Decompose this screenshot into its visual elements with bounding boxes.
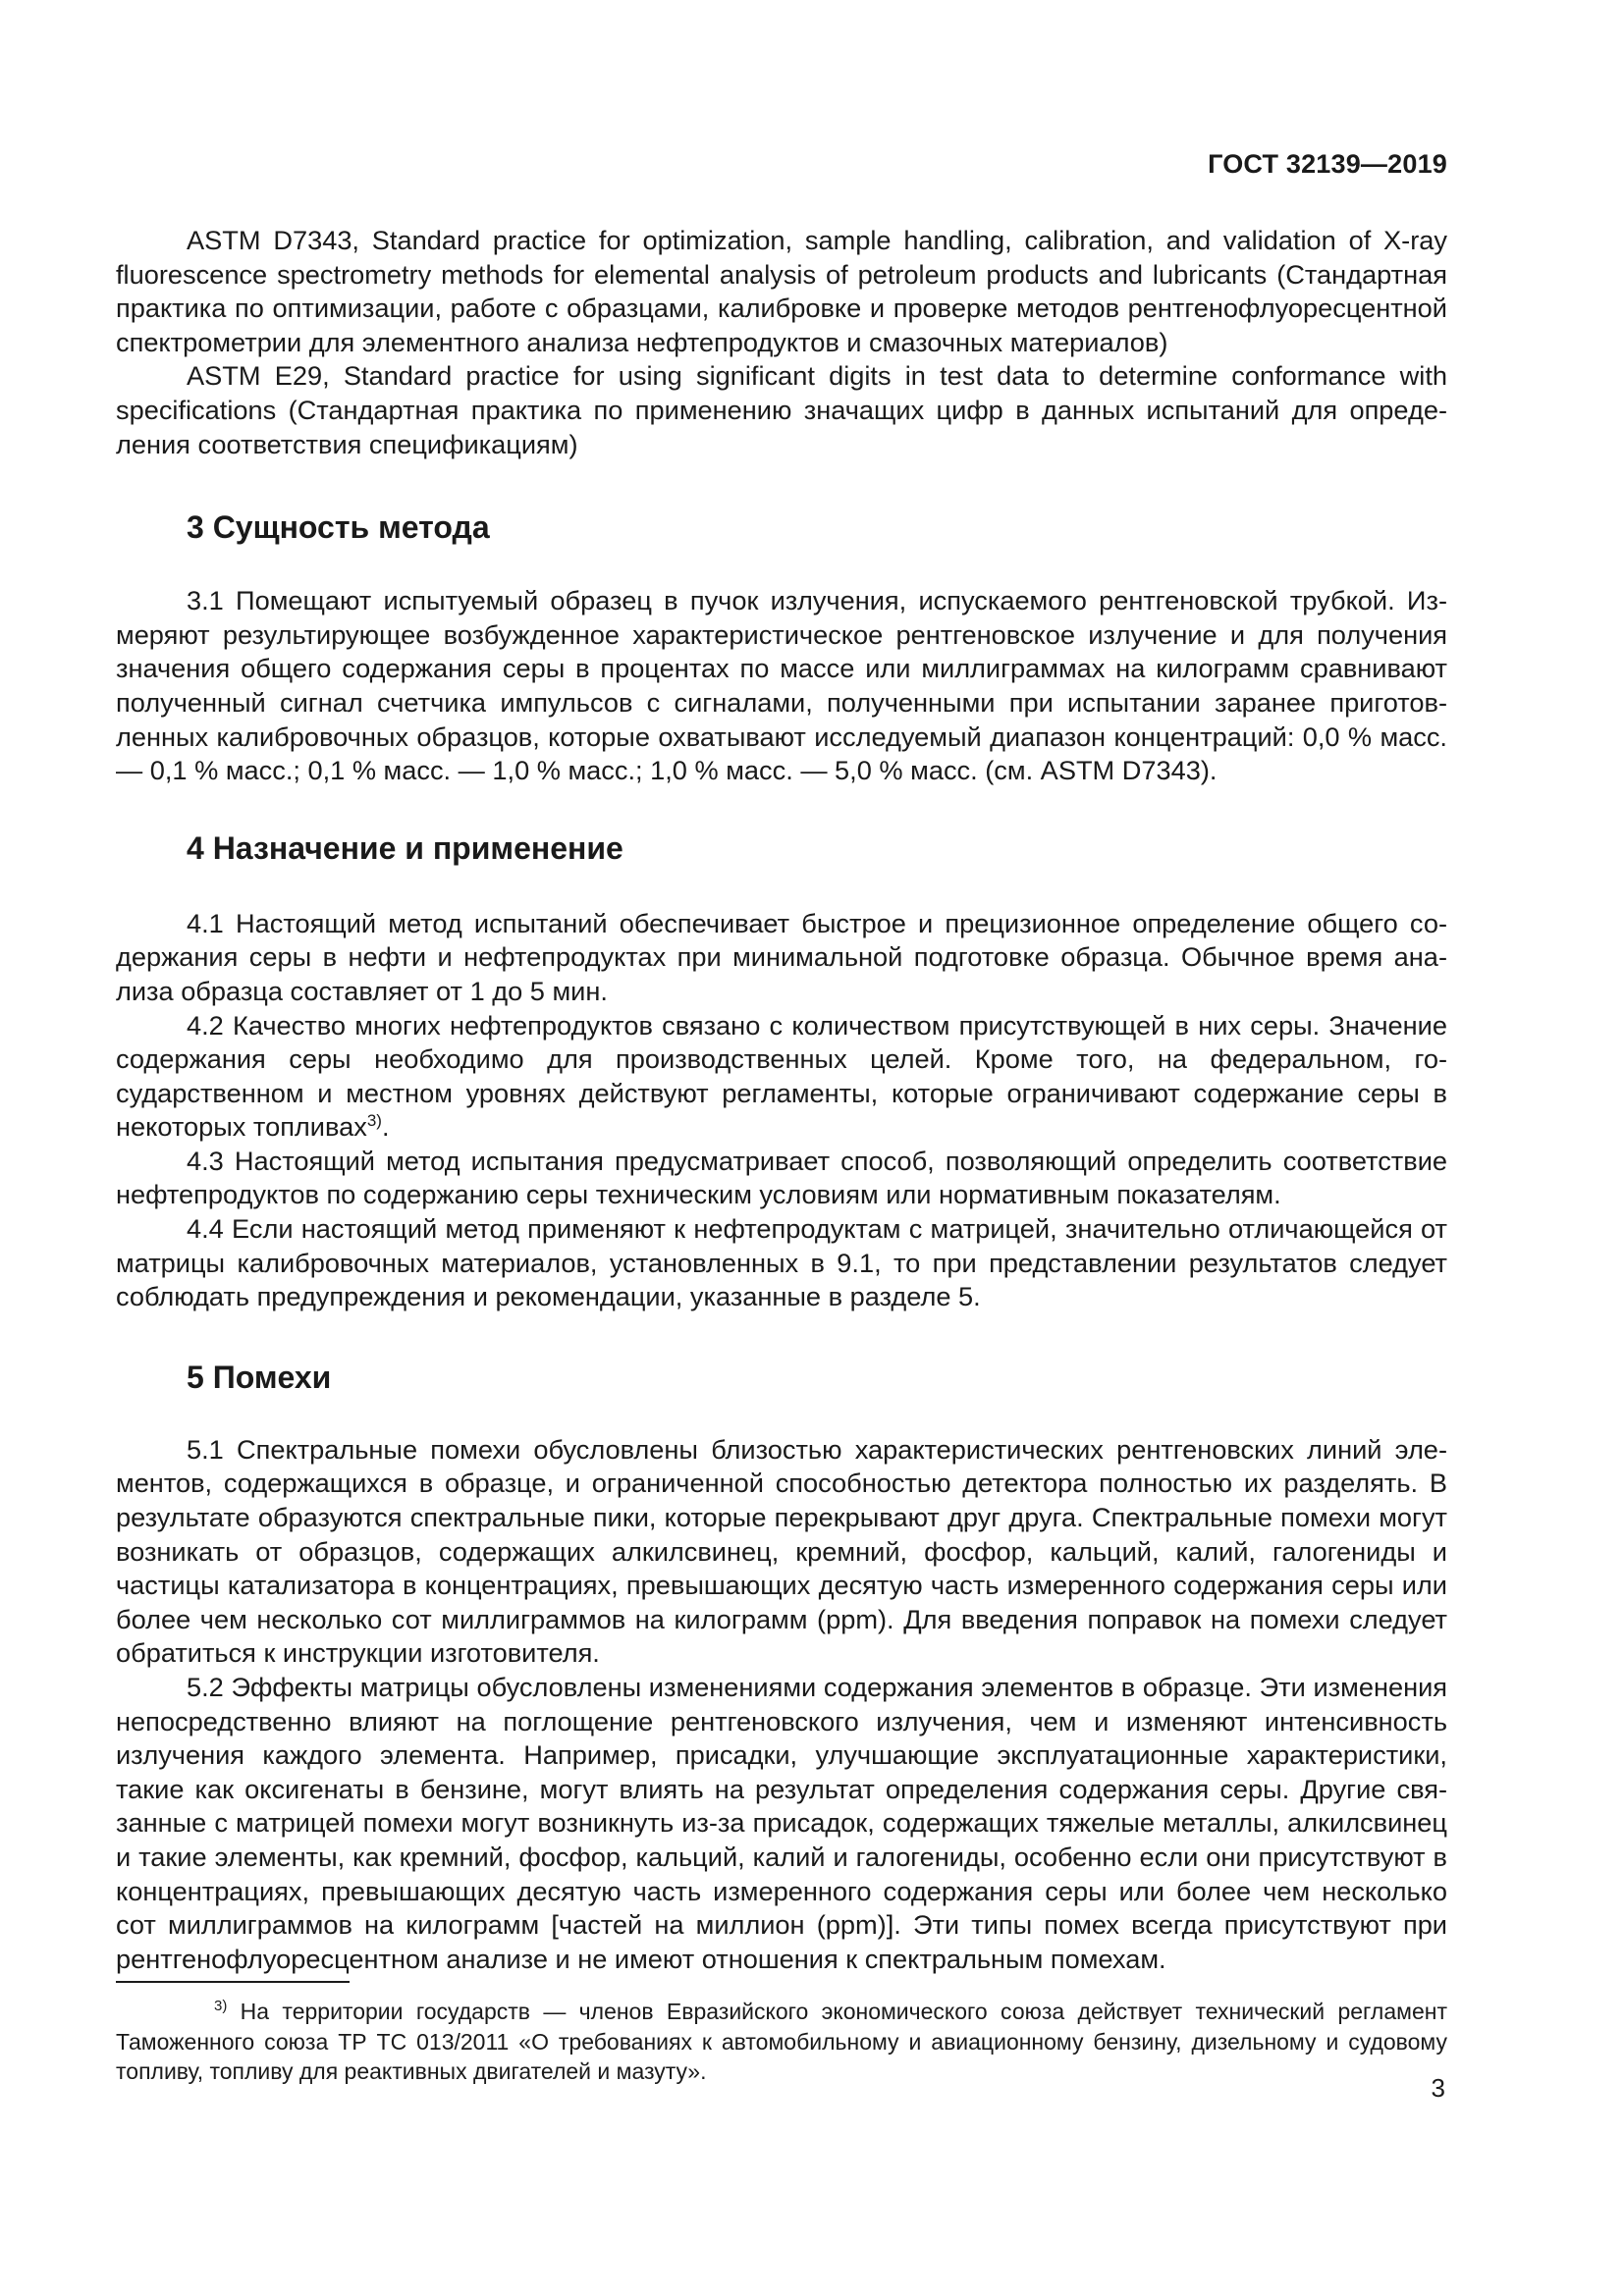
paragraph-4-4: 4.4 Если настоящий метод применяют к нефтепродуктам с матрицей, значительно отличающейся от матрицы калибровочных материалов, установленных в 9.1, то при представлении результатов следует соблюдать предупреждения и рекомендации, указанные в разделе 5. bbox=[116, 1213, 1447, 1312]
footnote-ref-3[interactable]: 3) bbox=[366, 1111, 382, 1131]
reference-astm-e29: ASTM E29, Standard practice for using significant digits in test data to determine conformance with specifications (Стандартная практика по применению значащих цифр в данных испытаний для определения соответствия спецификациям) bbox=[116, 360, 1447, 459]
paragraph-5-2: 5.2 Эффекты матрицы обусловлены изменениями содержания элементов в образце. Эти изменения непосредственно влияют на поглощение рентгеновского излучения, чем и изменяют интенсивность излучения каждого элемента. Например, присадки, улучшающие эксплуатационные характеристики, такие как оксигенаты в бензине, могут влиять на результат определения содержания серы. Другие связанные с матрицей помехи могут возникнуть из-за присадок, содержащих тяжелые металлы, алкилсвинец и такие элементы, как кремний, фосфор, кальций, калий и галогениды, особенно если они присутствуют в концентрациях, превышающих десятую часть измеренного содержания серы или более чем несколько сот миллиграммов на килограмм [частей на миллион (ppm)]. Эти типы помех всегда присутствуют при рентгенофлуоресцентном анализе и не имеют отношения к спектральным помехам. bbox=[116, 1672, 1447, 1974]
paragraph-5-1: 5.1 Спектральные помехи обусловлены близостью характеристических рентгеновских линий элементов, содержащихся в образце, и ограниченной способностью детектора полностью их разделять. В результате образуются спектральные пики, которые перекрывают друг друга. Спектральные помехи могут возникать от образцов, содержащих алкилсвинец, кремний, фосфор, кальций, калий, галогениды и частицы катализатора в концентрациях, превышающих десятую часть измеренного содержания серы или более чем несколько сот миллиграммов на килограмм (ppm). Для введения поправок на помехи следует обратиться к инструкции изготовителя. bbox=[116, 1433, 1447, 1669]
footnote-text: На территории государств — членов Евразийского экономического союза действует технический регламент Таможенного союза ТР ТС 013/2011 «О требованиях к автомобильному и авиационному бензину, дизельному и судовому топливу, топливу для реактивных двигателей и мазуту». bbox=[116, 1999, 1447, 2084]
footnote bbox=[116, 1997, 1447, 2087]
paragraph-4-3: 4.3 Настоящий метод испытания предусматривает способ, позволяющий определить соответствие нефтепродуктов по содержанию серы техническим условиям или нормативным показателям. bbox=[116, 1145, 1447, 1210]
page-number: 3 bbox=[1431, 2073, 1445, 2103]
section-heading-3: 3 Сущность метода bbox=[187, 509, 490, 546]
paragraph-3-1: 3.1 Помещают испытуемый образец в пучок излучения, испускаемого рентгеновской трубкой. Измеряют результирующее возбужденное характеристическое рентгеновское излучение и для получения значения общего содержания серы в процентах по массе или миллиграммах на килограмм сравнивают полученный сигнал счетчика импульсов с сигналами, полученными при испытании заранее приготовленных калибровочных образцов, которые охватывают исследуемый диапазон концентраций: 0,0 % масс. — 0,1 % масс.; 0,1 % масс. — 1,0 % масс.; 1,0 % масс. — 5,0 % масс. (см. ASTM D7343). bbox=[116, 585, 1447, 786]
page-body bbox=[116, 224, 1447, 1976]
paragraph-4-2 bbox=[116, 1009, 1447, 1145]
document-code: ГОСТ 32139—2019 bbox=[1208, 149, 1447, 179]
paragraph-4-2-text: 4.2 Качество многих нефтепродуктов связано с количеством присутствующей в них серы. Значение содержания серы необходимо для производственных целей. Кроме того, на федеральном, государственном и местном уровнях действуют регламенты, которые ограничивают содержание серы в некоторых топливах bbox=[116, 1009, 1447, 1143]
section-heading-5: 5 Помехи bbox=[187, 1359, 332, 1395]
section-heading-4: 4 Назначение и применение bbox=[187, 829, 623, 866]
footnote-3 bbox=[116, 1997, 1447, 2087]
paragraph-4-2-end: . bbox=[381, 1111, 390, 1143]
paragraph-4-1: 4.1 Настоящий метод испытаний обеспечивает быстрое и прецизионное определение общего содержания серы в нефти и нефтепродуктах при минимальной подготовке образца. Обычное время анализа образца составляет от 1 до 5 мин. bbox=[116, 907, 1447, 1006]
footnote-divider bbox=[116, 1981, 350, 1983]
reference-astm-d7343: ASTM D7343, Standard practice for optimization, sample handling, calibration, and validation of X-ray fluorescence spectrometry methods for elemental analysis of petroleum products and lubricants (Стандартная практика по оптимизации, работе с образцами, калибровке и проверке методов рентгенофлуоресцентной спектрометрии для элементного анализа нефтепродуктов и смазочных материалов) bbox=[116, 225, 1447, 357]
footnote-marker: 3) bbox=[214, 1998, 228, 2014]
